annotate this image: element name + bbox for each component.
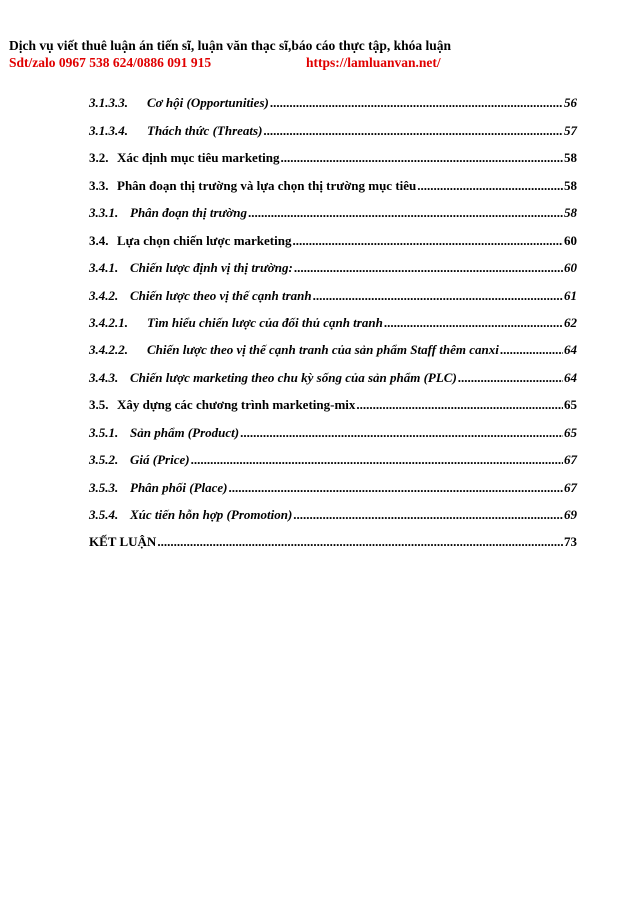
- dot-leader: [229, 480, 564, 496]
- toc-entry[interactable]: [89, 523, 577, 550]
- dot-leader: [157, 534, 563, 550]
- toc-entry[interactable]: [89, 304, 577, 331]
- toc-entry-title: Sản phẩm (Product): [130, 424, 240, 440]
- dot-leader: [384, 315, 563, 331]
- phone-contact: Sdt/zalo 0967 538 624/0886 091 915: [9, 55, 212, 70]
- toc-entry[interactable]: [89, 111, 577, 138]
- dot-leader: [292, 233, 563, 249]
- toc-entry-page-number: 69: [564, 507, 577, 522]
- toc-entry-number: 3.3.: [89, 177, 109, 193]
- toc-entry-number: 3.5.2.: [89, 452, 119, 468]
- toc-entry-page-number: 58: [564, 150, 577, 166]
- toc-entry-number: 3.4.2.2.: [89, 342, 128, 358]
- toc-entry-title: Xúc tiến hỗn hợp (Promotion): [130, 507, 293, 522]
- toc-entry-number: 3.5.: [89, 397, 109, 413]
- document-header: [9, 37, 629, 71]
- toc-entry[interactable]: [89, 386, 577, 413]
- toc-entry-number: 3.1.3.4.: [89, 122, 128, 138]
- toc-entry-page-number: 61: [564, 287, 577, 303]
- toc-entry-number: 3.2.: [89, 150, 109, 166]
- toc-entry-number: 3.3.1.: [89, 205, 119, 221]
- toc-entry[interactable]: [89, 496, 577, 523]
- toc-entry[interactable]: [89, 221, 577, 248]
- dot-leader: [417, 178, 563, 194]
- toc-entry-title: Chiến lược marketing theo chu kỳ sống của sản phẩm (PLC): [130, 369, 457, 385]
- toc-entry-page-number: 58: [564, 177, 577, 193]
- toc-entry-number: 3.1.3.3.: [89, 95, 128, 111]
- toc-entry-page-number: 56: [564, 95, 577, 111]
- toc-entry-number: 3.5.3.: [89, 479, 119, 495]
- toc-entry-page-number: 65: [564, 397, 577, 413]
- toc-entry-title: KẾT LUẬN: [89, 534, 157, 550]
- toc-entry-page-number: 58: [564, 205, 577, 221]
- toc-entry-page-number: 65: [564, 424, 577, 440]
- toc-entry-page-number: 64: [564, 369, 577, 385]
- dot-leader: [458, 370, 563, 386]
- toc-entry[interactable]: [89, 413, 577, 440]
- toc-entry-title: Xác định mục tiêu marketing: [117, 150, 280, 166]
- toc-entry[interactable]: [89, 276, 577, 303]
- toc-entry-page-number: 57: [564, 122, 577, 138]
- toc-entry[interactable]: [89, 84, 577, 111]
- dot-leader: [294, 260, 563, 276]
- toc-entry[interactable]: [89, 358, 577, 385]
- toc-entry-title: Phân đoạn thị trường và lựa chọn thị trường mục tiêu: [117, 177, 417, 193]
- toc-entry-number: 3.4.: [89, 232, 109, 248]
- dot-leader: [248, 205, 563, 221]
- toc-entry-number: 3.4.1.: [89, 260, 119, 276]
- toc-entry-title: Tìm hiểu chiến lược của đối thủ cạnh tranh: [147, 314, 383, 330]
- toc-entry-page-number: 60: [564, 260, 577, 276]
- dot-leader: [191, 452, 563, 468]
- toc-entry-page-number: 60: [564, 232, 577, 248]
- toc-entry-title: Chiến lược định vị thị trường:: [130, 260, 293, 276]
- toc-entry-page-number: 62: [564, 314, 577, 330]
- toc-entry[interactable]: [89, 139, 577, 166]
- dot-leader: [240, 425, 563, 441]
- toc-entry-number: 3.4.3.: [89, 369, 119, 385]
- toc-entry-number: 3.5.4.: [89, 507, 119, 522]
- toc-entry-title: Giá (Price): [130, 452, 190, 468]
- website-link[interactable]: https://lamluanvan.net/: [306, 55, 441, 70]
- toc-entry-title: Cơ hội (Opportunities): [147, 95, 269, 111]
- toc-entry[interactable]: [89, 441, 577, 468]
- toc-entry-title: Chiến lược theo vị thế cạnh tranh: [130, 287, 312, 303]
- toc-entry[interactable]: [89, 331, 577, 358]
- dot-leader: [263, 123, 563, 139]
- toc-entry[interactable]: [89, 249, 577, 276]
- table-of-contents: [89, 84, 577, 550]
- toc-entry-title: Chiến lược theo vị thế cạnh tranh của sản phẩm Staff thêm canxi: [147, 342, 499, 358]
- toc-entry-title: Lựa chọn chiến lược marketing: [117, 232, 292, 248]
- toc-entry[interactable]: [89, 468, 577, 495]
- toc-entry[interactable]: [89, 194, 577, 221]
- dot-leader: [293, 507, 563, 523]
- service-tagline: Dịch vụ viết thuê luận án tiến sĩ, luận văn thạc sĩ,báo cáo thực tập, khóa luận: [9, 38, 452, 53]
- toc-entry-number: 3.4.2.1.: [89, 314, 128, 330]
- toc-entry-page-number: 64: [564, 342, 577, 358]
- toc-entry-number: 3.5.1.: [89, 424, 119, 440]
- dot-leader: [313, 288, 563, 304]
- toc-entry-title: Xây dựng các chương trình marketing-mix: [117, 397, 356, 413]
- dot-leader: [281, 150, 564, 166]
- toc-entry[interactable]: [89, 166, 577, 193]
- toc-entry-page-number: 67: [564, 452, 577, 468]
- toc-entry-page-number: 67: [564, 479, 577, 495]
- toc-entry-title: Thách thức (Threats): [147, 122, 263, 138]
- toc-entry-title: Phân đoạn thị trường: [130, 205, 247, 221]
- toc-entry-title: Phân phối (Place): [130, 479, 228, 495]
- contact-line: [9, 54, 629, 71]
- dot-leader: [356, 397, 563, 413]
- dot-leader: [270, 95, 563, 111]
- toc-entry-page-number: 73: [564, 534, 577, 550]
- dot-leader: [500, 342, 563, 358]
- toc-entry-number: 3.4.2.: [89, 287, 119, 303]
